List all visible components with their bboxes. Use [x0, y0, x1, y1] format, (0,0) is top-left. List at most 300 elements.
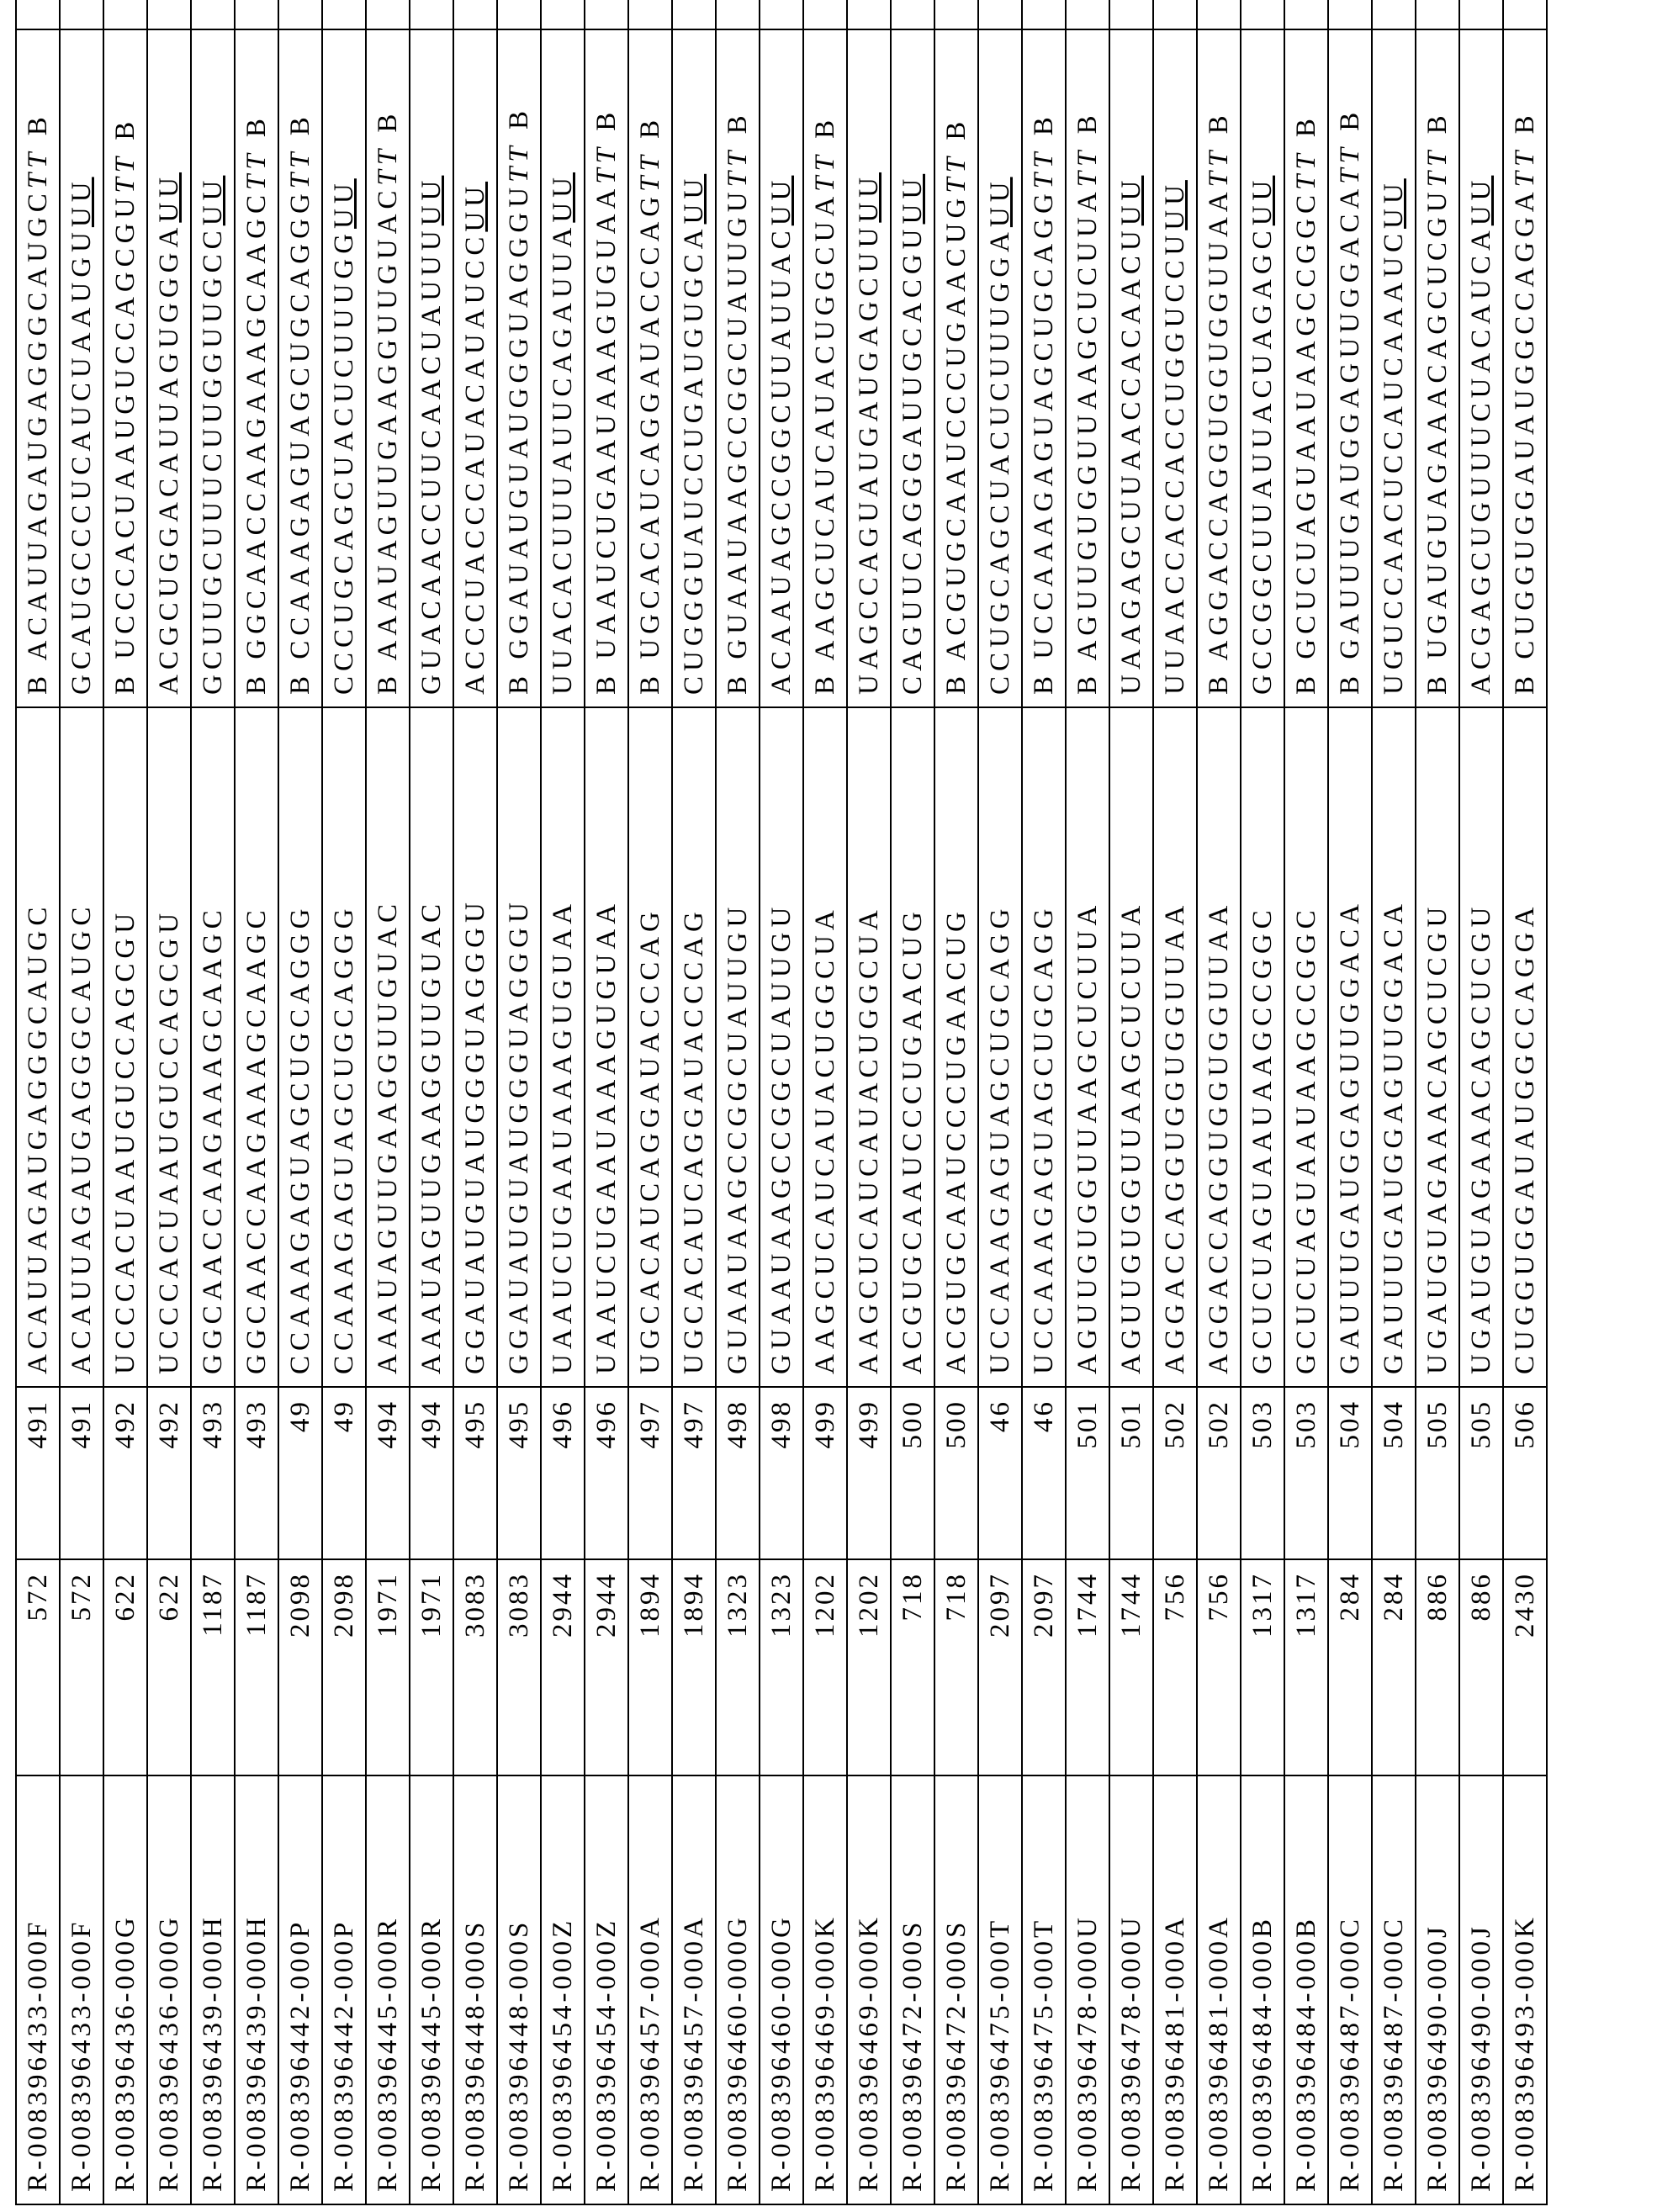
modification-suffix: B — [1072, 110, 1103, 146]
sequence-number-cell: 503 — [1284, 1387, 1328, 1559]
modification-prefix: B — [285, 659, 315, 695]
table-row — [16, 0, 60, 2204]
duplex-id-cell: R-008396433-000F — [60, 1775, 103, 2204]
seq-id-cell — [453, 0, 497, 29]
target-sequence-cell: AGUUGUGGUUAAGCUCUUA — [1109, 707, 1153, 1387]
position-cell: 2097 — [1022, 1559, 1066, 1775]
seq-id-cell — [497, 0, 541, 29]
sequence-number-cell: 49 — [278, 1387, 322, 1559]
strand-sequence: ACGUGCAAUCCCUGAACUG — [941, 193, 971, 661]
strand-sequence: UAAGAGCUUAACCACAACU — [1116, 225, 1146, 695]
modified-sequence-cell — [978, 29, 1022, 707]
modified-sequence-cell — [1153, 29, 1197, 707]
duplex-id-cell: R-008396442-000P — [322, 1775, 366, 2204]
duplex-id-cell: R-008396454-000Z — [585, 1775, 628, 2204]
modified-sequence-cell — [847, 29, 891, 707]
table-row — [760, 0, 803, 2204]
sequence-number-cell: 501 — [1109, 1387, 1153, 1559]
modification-suffix: B — [504, 106, 534, 141]
sequence-number-cell: 504 — [1328, 1387, 1372, 1559]
strand-sequence: CCCUGCAGCUACUCUUUGG — [329, 229, 359, 695]
seq-id-cell — [1416, 0, 1459, 29]
uu-overhang: UU — [460, 182, 490, 232]
sequence-number-cell: 493 — [235, 1387, 278, 1559]
sequence-number-cell: 500 — [891, 1387, 934, 1559]
target-sequence-cell: GGAUAUGUAUGGGUAGGGU — [497, 707, 541, 1387]
position-cell: 622 — [103, 1559, 147, 1775]
modified-sequence-cell — [672, 29, 716, 707]
position-cell: 1744 — [1109, 1559, 1153, 1775]
strand-sequence: GUAAUAAGCCGGCUAUUGU — [723, 187, 753, 659]
modified-sequence-cell — [1284, 29, 1328, 707]
target-sequence-cell: GGCAACCAAGAAAGCAAGC — [235, 707, 278, 1387]
modified-sequence-cell — [1416, 29, 1459, 707]
seq-id-cell — [628, 0, 672, 29]
strand-sequence: AAGCUCAUCAUACUGGCUA — [810, 192, 840, 661]
sequence-number-cell: 495 — [497, 1387, 541, 1559]
modification-prefix: B — [635, 659, 665, 695]
modified-sequence-cell — [1241, 29, 1284, 707]
position-cell: 1971 — [366, 1559, 410, 1775]
seq-id-cell — [803, 0, 847, 29]
position-cell: 1202 — [847, 1559, 891, 1775]
position-cell: 2944 — [585, 1559, 628, 1775]
target-sequence-cell: GUAAUAAGCCGGCUAUUGU — [716, 707, 760, 1387]
seq-id-cell — [1109, 0, 1153, 29]
dt-overhang: TT — [23, 147, 53, 188]
position-cell: 1187 — [191, 1559, 235, 1775]
modification-prefix: B — [1510, 659, 1540, 695]
sequence-number-cell: 503 — [1241, 1387, 1284, 1559]
dt-overhang: TT — [1510, 146, 1540, 188]
seq-id-cell — [60, 0, 103, 29]
table-row — [934, 0, 978, 2204]
position-cell: 1894 — [628, 1559, 672, 1775]
sequence-number-cell: 505 — [1416, 1387, 1459, 1559]
table-row — [1284, 0, 1328, 2204]
target-sequence-cell: UCCCACUAAUGUCCAGCGU — [103, 707, 147, 1387]
strand-sequence: ACCCUACCCAUACAUAUCC — [460, 232, 490, 695]
modified-sequence-cell — [716, 29, 760, 707]
strand-sequence: GUACAACCUUCAACUAUUU — [416, 225, 447, 695]
sequence-number-cell: 495 — [453, 1387, 497, 1559]
seq-id-cell — [716, 0, 760, 29]
modification-prefix: B — [1422, 659, 1453, 695]
target-sequence-cell: ACAUUAGAUGAGGGCAUGC — [60, 707, 103, 1387]
duplex-id-cell: R-008396439-000H — [191, 1775, 235, 2204]
table-row — [103, 0, 147, 2204]
uu-overhang: UU — [329, 178, 359, 229]
target-sequence-cell: AAGCUCAUCAUACUGGCUA — [803, 707, 847, 1387]
modification-suffix: B — [941, 117, 971, 152]
strand-sequence: CUGGUGGAUAUGGCCAGGA — [1510, 187, 1540, 659]
modification-suffix: B — [110, 117, 140, 152]
table-row — [1153, 0, 1197, 2204]
duplex-id-cell: R-008396439-000H — [235, 1775, 278, 2204]
seq-id-cell — [672, 0, 716, 29]
target-sequence-cell: ACAUUAGAUGAGGGCAUGC — [16, 707, 60, 1387]
seq-id-cell — [1066, 0, 1109, 29]
strand-sequence: UUAACCACCACCUGGUCCU — [1160, 230, 1190, 695]
dt-overhang: TT — [1072, 146, 1103, 188]
dt-overhang: TT — [723, 146, 753, 188]
target-sequence-cell: ACGUGCAAUCCCUGAACUG — [934, 707, 978, 1387]
table-row — [1416, 0, 1459, 2204]
table-row — [1109, 0, 1153, 2204]
dt-overhang: TT — [1029, 147, 1059, 188]
duplex-id-cell: R-008396448-000S — [453, 1775, 497, 2204]
duplex-id-cell: R-008396445-000R — [410, 1775, 453, 2204]
target-sequence-cell: AAAUAGUUGAAGGUUGUAC — [366, 707, 410, 1387]
sequence-number-cell: 496 — [541, 1387, 585, 1559]
sequence-number-cell: 498 — [716, 1387, 760, 1559]
seq-id-cell — [322, 0, 366, 29]
modified-sequence-cell — [497, 29, 541, 707]
position-cell: 1744 — [1066, 1559, 1109, 1775]
table-row — [847, 0, 891, 2204]
table-row — [453, 0, 497, 2204]
table-row — [1372, 0, 1416, 2204]
strand-sequence: AGGACCAGGUGGUGGUUAA — [1204, 187, 1234, 660]
duplex-id-cell: R-008396472-000S — [934, 1775, 978, 2204]
strand-sequence: ACGCUGGACAUUAGUGGGA — [154, 223, 184, 695]
target-sequence-cell: UGAUGUAGAAACAGCUCGU — [1416, 707, 1459, 1387]
table-row — [497, 0, 541, 2204]
target-sequence-cell: UGCACAUCAGGAUACCCAG — [672, 707, 716, 1387]
modified-sequence-cell — [891, 29, 934, 707]
seq-id-cell — [1022, 0, 1066, 29]
duplex-id-cell: R-008396436-000G — [147, 1775, 191, 2204]
strand-sequence: UCCAAAGAGUAGCUGCAGG — [1029, 188, 1059, 659]
modified-sequence-cell — [322, 29, 366, 707]
duplex-id-cell: R-008396460-000G — [760, 1775, 803, 2204]
position-cell: 718 — [934, 1559, 978, 1775]
position-cell: 284 — [1372, 1559, 1416, 1775]
modification-suffix: B — [810, 115, 840, 151]
table-row — [60, 0, 103, 2204]
modified-sequence-cell — [1328, 29, 1372, 707]
modification-suffix: B — [241, 114, 272, 149]
seq-id-cell — [847, 0, 891, 29]
target-sequence-cell: CCAAAGAGUAGCUGCAGGG — [278, 707, 322, 1387]
sequence-number-cell: 497 — [628, 1387, 672, 1559]
table-row — [672, 0, 716, 2204]
seq-id-cell — [585, 0, 628, 29]
target-sequence-cell: UGAUGUAGAAACAGCUCGU — [1459, 707, 1503, 1387]
position-cell: 2097 — [978, 1559, 1022, 1775]
table-row — [322, 0, 366, 2204]
modification-suffix: B — [1510, 110, 1540, 146]
uu-overhang: UU — [679, 174, 709, 225]
duplex-id-cell: R-008396475-000T — [978, 1775, 1022, 2204]
target-sequence-cell: UCCAAAGAGUAGCUGCAGG — [1022, 707, 1066, 1387]
duplex-id-cell: R-008396487-000C — [1328, 1775, 1372, 2204]
strand-sequence: ACAAUAGCCGGCUUAUUAC — [766, 225, 797, 695]
modified-sequence-cell — [760, 29, 803, 707]
table-row — [978, 0, 1022, 2204]
table-row — [803, 0, 847, 2204]
target-sequence-cell: GAUUUGAUGGAGUUGGACA — [1372, 707, 1416, 1387]
strand-sequence: UUACACUUUAUUCAGAUUA — [548, 223, 578, 695]
modification-prefix: B — [723, 659, 753, 695]
modified-sequence-cell — [628, 29, 672, 707]
position-cell: 756 — [1197, 1559, 1241, 1775]
seq-id-cell — [103, 0, 147, 29]
table-row — [191, 0, 235, 2204]
position-cell: 284 — [1328, 1559, 1372, 1775]
duplex-id-cell: R-008396472-000S — [891, 1775, 934, 2204]
strand-sequence: GCAUGCCCUCAUCUAAUGU — [66, 227, 97, 695]
modified-sequence-cell — [16, 29, 60, 707]
modification-prefix: B — [1072, 661, 1103, 695]
modification-prefix: B — [591, 659, 622, 695]
seq-id-cell — [16, 0, 60, 29]
seq-id-cell — [1153, 0, 1197, 29]
dt-overhang: TT — [810, 151, 840, 192]
modification-prefix: B — [23, 661, 53, 695]
position-cell: 1323 — [716, 1559, 760, 1775]
modification-suffix: B — [1029, 112, 1059, 147]
position-cell: 886 — [1459, 1559, 1503, 1775]
modification-suffix: B — [1422, 110, 1453, 146]
dt-overhang: TT — [1335, 143, 1365, 184]
modification-suffix: B — [591, 108, 622, 143]
modification-suffix: B — [723, 110, 753, 146]
sequence-number-cell: 496 — [585, 1387, 628, 1559]
modification-prefix: B — [941, 661, 971, 695]
seq-id-cell — [147, 0, 191, 29]
position-cell: 622 — [147, 1559, 191, 1775]
seq-id-cell — [934, 0, 978, 29]
modified-sequence-cell — [1503, 29, 1547, 707]
seq-id-cell — [235, 0, 278, 29]
strand-sequence: UGUCCAACUCCAUCAAAUC — [1379, 229, 1409, 695]
sequence-number-cell: 499 — [847, 1387, 891, 1559]
position-cell: 572 — [60, 1559, 103, 1775]
modification-suffix: B — [1204, 110, 1234, 146]
modified-sequence-cell — [541, 29, 585, 707]
strand-sequence: ACAUUAGAUGAGGGCAUGC — [23, 188, 53, 660]
sequence-number-cell: 492 — [147, 1387, 191, 1559]
seq-id-cell — [1284, 0, 1328, 29]
modified-sequence-cell — [235, 29, 278, 707]
uu-overhang: UU — [1160, 180, 1190, 230]
target-sequence-cell: UCCAAAGAGUAGCUGCAGG — [978, 707, 1022, 1387]
sequence-number-cell: 505 — [1459, 1387, 1503, 1559]
modified-sequence-cell — [278, 29, 322, 707]
target-sequence-cell: GUAAUAAGCCGGCUAUUGU — [760, 707, 803, 1387]
table-row — [1328, 0, 1372, 2204]
modification-suffix: B — [285, 112, 315, 147]
modified-sequence-cell — [934, 29, 978, 707]
target-sequence-cell: AGUUGUGGUUAAGCUCUUA — [1066, 707, 1109, 1387]
uu-overhang: UU — [154, 172, 184, 223]
sequence-number-cell: 49 — [322, 1387, 366, 1559]
duplex-id-cell: R-008396478-000U — [1066, 1775, 1109, 2204]
strand-sequence: CAGUUCAGGGAUUGCACGU — [897, 224, 928, 695]
modified-sequence-cell — [1459, 29, 1503, 707]
target-sequence-cell: CUGGUGGAUAUGGCCAGGA — [1503, 707, 1547, 1387]
duplex-id-cell: R-008396487-000C — [1372, 1775, 1416, 2204]
position-cell: 1323 — [760, 1559, 803, 1775]
dt-overhang: TT — [591, 143, 622, 184]
uu-overhang: UU — [854, 172, 884, 223]
dt-overhang: TT — [941, 152, 971, 193]
seq-id-cell — [1372, 0, 1416, 29]
table-row — [1066, 0, 1109, 2204]
dt-overhang: TT — [110, 152, 140, 193]
duplex-id-cell: R-008396475-000T — [1022, 1775, 1066, 2204]
duplex-id-cell: R-008396460-000G — [716, 1775, 760, 2204]
position-cell: 1187 — [235, 1559, 278, 1775]
strand-sequence: GCCGGCUUAUUACUAGAGC — [1247, 225, 1278, 695]
target-sequence-cell: UCCCACUAAUGUCCAGCGU — [147, 707, 191, 1387]
table-row — [1459, 0, 1503, 2204]
strand-sequence: CUGGGUAUCCUGAUGUGCA — [679, 224, 709, 695]
modification-suffix: B — [373, 109, 403, 145]
modification-prefix: B — [1291, 659, 1321, 695]
modified-sequence-cell — [585, 29, 628, 707]
target-sequence-cell: AAAUAGUUGAAGGUUGUAC — [410, 707, 453, 1387]
duplex-id-cell: R-008396484-000B — [1241, 1775, 1284, 2204]
table-row — [366, 0, 410, 2204]
uu-overhang: UU — [198, 176, 228, 226]
uu-overhang: UU — [897, 174, 928, 225]
uu-overhang: UU — [1247, 176, 1278, 226]
modified-sequence-cell — [1109, 29, 1153, 707]
dt-overhang: TT — [1422, 146, 1453, 188]
table-row — [1241, 0, 1284, 2204]
duplex-id-cell: R-008396484-000B — [1284, 1775, 1328, 2204]
modification-prefix: B — [110, 659, 140, 695]
duplex-id-cell: R-008396481-000A — [1153, 1775, 1197, 2204]
position-cell: 718 — [891, 1559, 934, 1775]
sequence-number-cell: 501 — [1066, 1387, 1109, 1559]
uu-overhang: UU — [548, 172, 578, 223]
strand-sequence: GAUUUGAUGGAGUUGGACA — [1335, 184, 1365, 659]
modification-suffix: B — [1335, 108, 1365, 143]
seq-id-cell — [760, 0, 803, 29]
seq-id-cell — [1328, 0, 1372, 29]
seq-id-cell — [410, 0, 453, 29]
strand-sequence: UAGCCAGUAUGAUGAGCUU — [854, 223, 884, 695]
modification-prefix: B — [241, 659, 272, 695]
target-sequence-cell: GGCAACCAAGAAAGCAAGC — [191, 707, 235, 1387]
modification-prefix: B — [504, 659, 534, 695]
position-cell: 2944 — [541, 1559, 585, 1775]
duplex-id-cell: R-008396493-000K — [1503, 1775, 1547, 2204]
sequence-number-cell: 494 — [410, 1387, 453, 1559]
target-sequence-cell: UGCACAUCAGGAUACCCAG — [628, 707, 672, 1387]
duplex-id-cell: R-008396457-000A — [628, 1775, 672, 2204]
seq-id-cell — [191, 0, 235, 29]
sequence-number-cell: 502 — [1197, 1387, 1241, 1559]
sirna-sequence-table — [15, 0, 1548, 2205]
strand-sequence: AAAUAGUUGAAGGUUGUAC — [373, 186, 403, 661]
dt-overhang: TT — [285, 147, 315, 188]
sequence-number-cell: 493 — [191, 1387, 235, 1559]
sequence-number-cell: 499 — [803, 1387, 847, 1559]
target-sequence-cell: GCUCUAGUAAUAAGCCGGC — [1241, 707, 1284, 1387]
seq-id-cell — [978, 0, 1022, 29]
modification-suffix: B — [1291, 114, 1321, 149]
seq-id-cell — [891, 0, 934, 29]
strand-sequence: ACGAGCUGUUUCUACAUCA — [1466, 225, 1496, 695]
rotated-table-page — [15, 0, 1548, 2205]
sequence-number-cell: 500 — [934, 1387, 978, 1559]
modified-sequence-cell — [1372, 29, 1416, 707]
target-sequence-cell: GGAUAUGUAUGGGUAGGGU — [453, 707, 497, 1387]
strand-sequence: GGCAACCAAGAAAGCAAGC — [241, 190, 272, 659]
modified-sequence-cell — [1066, 29, 1109, 707]
dt-overhang: TT — [373, 145, 403, 186]
modification-prefix: B — [373, 661, 403, 695]
duplex-id-cell: R-008396481-000A — [1197, 1775, 1241, 2204]
modified-sequence-cell — [410, 29, 453, 707]
sequence-number-cell: 498 — [760, 1387, 803, 1559]
table-row — [235, 0, 278, 2204]
position-cell: 756 — [1153, 1559, 1197, 1775]
position-cell: 3083 — [453, 1559, 497, 1775]
strand-sequence: GGAUAUGUAUGGGUAGGGU — [504, 183, 534, 659]
modification-prefix: B — [1029, 659, 1059, 695]
table-row — [1022, 0, 1066, 2204]
modification-prefix: B — [1335, 659, 1365, 695]
duplex-id-cell: R-008396469-000K — [803, 1775, 847, 2204]
dt-overhang: TT — [1291, 149, 1321, 190]
position-cell: 2430 — [1503, 1559, 1547, 1775]
modified-sequence-cell — [103, 29, 147, 707]
seq-id-cell — [1459, 0, 1503, 29]
position-cell: 1971 — [410, 1559, 453, 1775]
uu-overhang: UU — [416, 176, 447, 226]
target-sequence-cell: ACGUGCAAUCCCUGAACUG — [891, 707, 934, 1387]
duplex-id-cell: R-008396442-000P — [278, 1775, 322, 2204]
modified-sequence-cell — [147, 29, 191, 707]
duplex-id-cell: R-008396454-000Z — [541, 1775, 585, 2204]
strand-sequence: GCUCUAGUAAUAAGCCGGC — [1291, 190, 1321, 659]
duplex-id-cell: R-008396457-000A — [672, 1775, 716, 2204]
position-cell: 1317 — [1241, 1559, 1284, 1775]
strand-sequence: CCUGCAGCUACUCUUUGGA — [985, 227, 1015, 695]
table-row — [278, 0, 322, 2204]
table-row — [541, 0, 585, 2204]
seq-id-cell — [1197, 0, 1241, 29]
strand-sequence: UGCACAUCAGGAUACCCAG — [635, 192, 665, 659]
position-cell: 886 — [1416, 1559, 1459, 1775]
target-sequence-cell: AGGACCAGGUGGUGGUUAA — [1197, 707, 1241, 1387]
target-sequence-cell: UAAUCUGAAUAAAGUGUAA — [541, 707, 585, 1387]
sequence-number-cell: 494 — [366, 1387, 410, 1559]
sequence-number-cell: 506 — [1503, 1387, 1547, 1559]
modified-sequence-cell — [191, 29, 235, 707]
dt-overhang: TT — [241, 149, 272, 190]
modified-sequence-cell — [1022, 29, 1066, 707]
position-cell: 1202 — [803, 1559, 847, 1775]
seq-id-cell — [366, 0, 410, 29]
table-row — [1503, 0, 1547, 2204]
target-sequence-cell: GCUCUAGUAAUAAGCCGGC — [1284, 707, 1328, 1387]
duplex-id-cell: R-008396490-000J — [1459, 1775, 1503, 2204]
seq-id-cell — [541, 0, 585, 29]
seq-id-cell — [1503, 0, 1547, 29]
modification-prefix: B — [810, 661, 840, 695]
sequence-number-cell: 492 — [103, 1387, 147, 1559]
seq-id-cell — [1241, 0, 1284, 29]
table-row — [891, 0, 934, 2204]
modified-sequence-cell — [60, 29, 103, 707]
dt-overhang: TT — [1204, 146, 1234, 188]
